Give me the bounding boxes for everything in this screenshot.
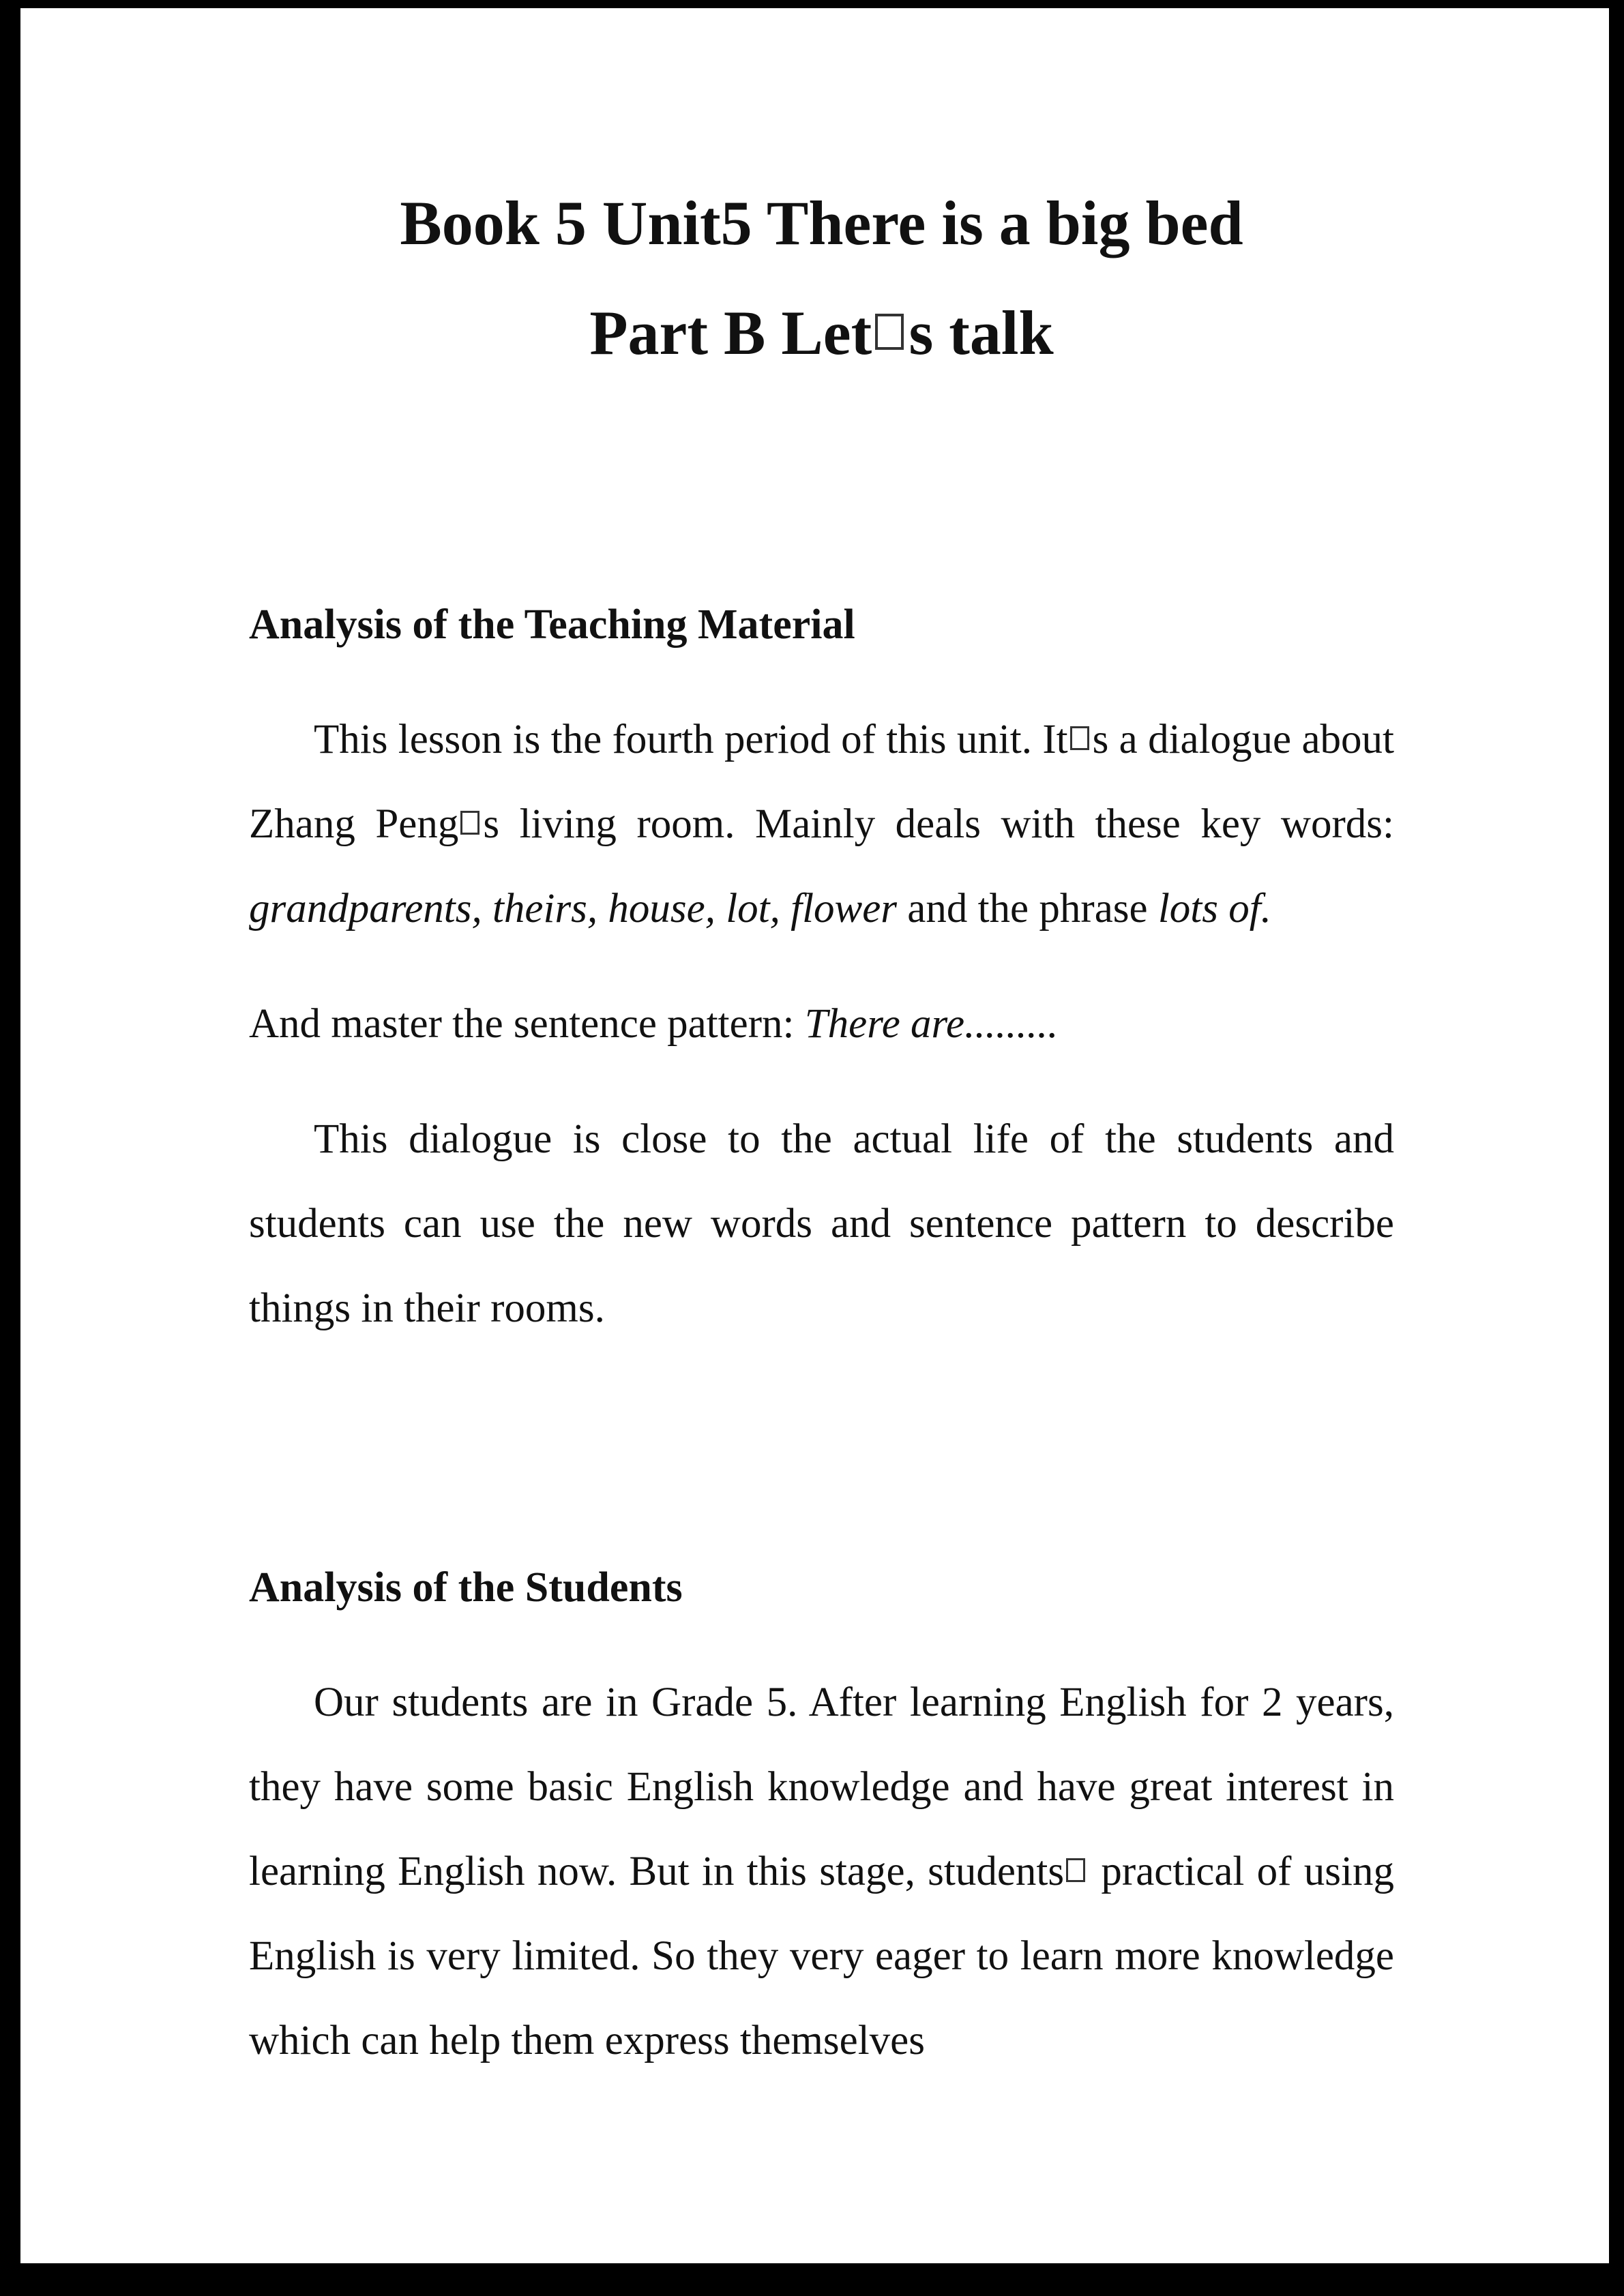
missing-glyph-box: [1070, 726, 1089, 750]
document-title-line: [249, 278, 1394, 388]
text-run: This lesson is the fourth period of this unit. It: [314, 717, 1068, 762]
italic-run: There are.........: [804, 1001, 1059, 1047]
text-run: s a dialogue about Zhang Peng: [249, 717, 1394, 847]
document-page: [20, 8, 1609, 2263]
text-run: s talk: [909, 298, 1054, 368]
missing-glyph-box: [460, 811, 479, 835]
text-run: and the phrase: [897, 886, 1158, 931]
document-title-line: [249, 168, 1394, 278]
section-heading: [249, 1545, 1394, 1630]
text-run: Part B Let: [589, 298, 872, 368]
italic-run: grandparents, theirs, house, lot, flower: [249, 886, 898, 931]
paragraph: [249, 698, 1394, 951]
italic-run: lots of.: [1157, 886, 1271, 931]
text-run: s living room. Mainly deals with these key words:: [483, 801, 1394, 847]
paragraph: [249, 1660, 1394, 2083]
text-run: Analysis of the Students: [249, 1564, 683, 1611]
text-run: This dialogue is close to the actual life of the students and students can use the new words and sentence pattern to describe things in their rooms.: [249, 1116, 1394, 1331]
section-heading: [249, 582, 1394, 667]
paragraph: [249, 982, 1394, 1067]
text-run: Analysis of the Teaching Material: [249, 601, 855, 648]
text-run: And master the sentence pattern:: [249, 1001, 805, 1047]
missing-glyph-box: [875, 314, 904, 350]
missing-glyph-box: [1066, 1858, 1085, 1882]
document-body: [249, 582, 1394, 2083]
text-run: Book 5 Unit5 There is a big bed: [400, 188, 1243, 258]
text-run: Our students are in Grade 5. After learning English for 2 years, they have some basic English knowledge and have great interest in learning English now. But in this stage, students: [249, 1680, 1394, 1894]
paragraph: [249, 1097, 1394, 1351]
text-run: practical of using English is very limited. So they very eager to learn more knowledge which can help them express themselves: [249, 1849, 1394, 2063]
document-title: [249, 168, 1394, 388]
